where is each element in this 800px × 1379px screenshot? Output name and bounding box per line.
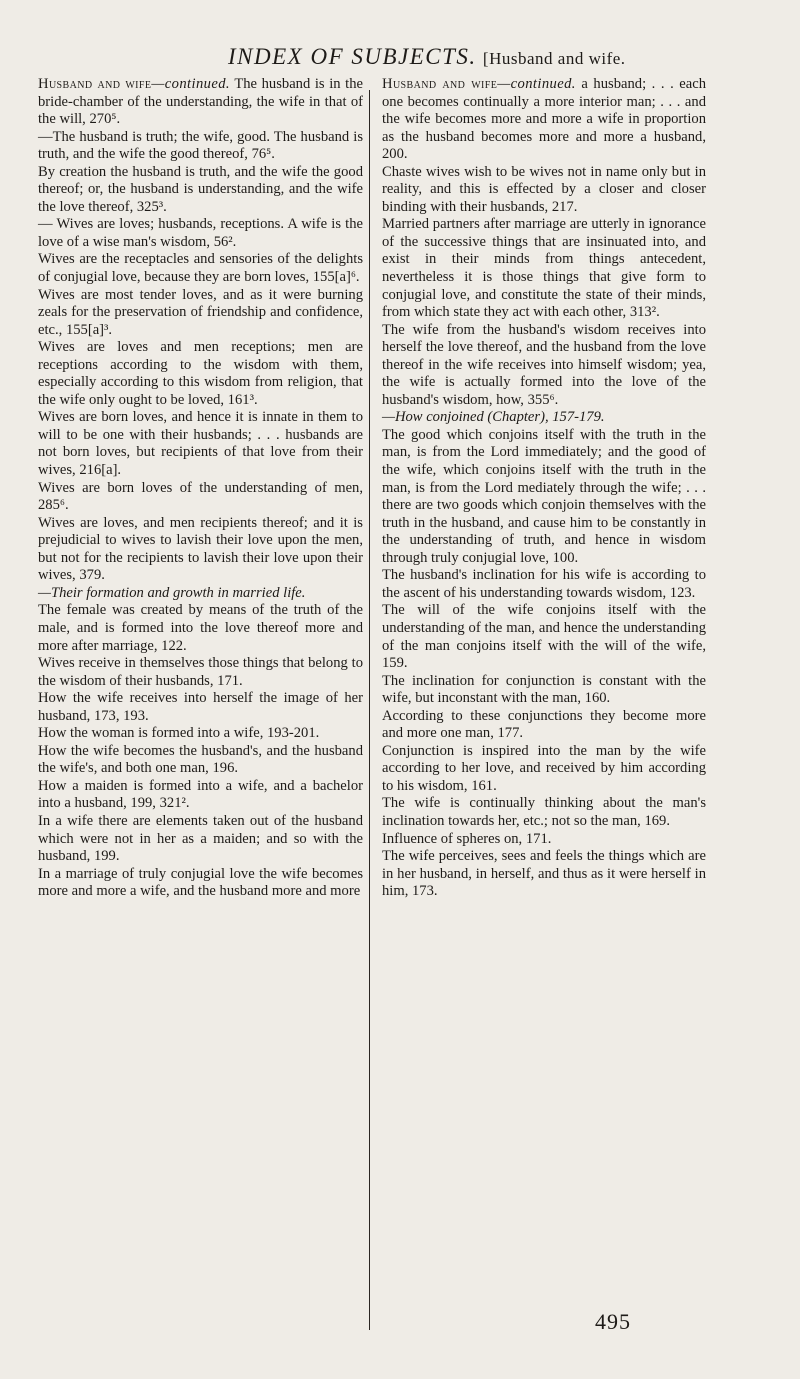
index-entry: In a wife there are elements taken out of the husband which were not in her as a maiden; and so with the husband, 199. — [38, 812, 363, 865]
index-entry: — Wives are loves; husbands, receptions. A wife is the love of a wise man's wisdom, 56². — [38, 216, 363, 250]
running-title: INDEX OF SUBJECTS. — [228, 44, 477, 69]
index-entry: Wives are most tender loves, and as it were burning zeals for the preservation of friendship and confidence, etc., 155[a]³. — [38, 286, 363, 338]
index-entry: The husband's inclination for his wife is according to the ascent of his understanding towards wisdom, 123. — [382, 567, 706, 601]
index-entry: The inclination for conjunction is constant with the wife, but inconstant with the man, 160. — [382, 672, 706, 707]
index-entry: The will of the wife conjoins itself with the understanding of the man, and hence the understanding of the man conjoins itself with the will of the wife, 159. — [382, 602, 706, 672]
index-entry: Conjunction is inspired into the man by the wife according to her love, and received by him according to his wisdom, 161. — [382, 742, 706, 794]
index-entry: According to these conjunctions they become more and more one man, 177. — [382, 707, 706, 742]
right-runhead: Husband and wife—continued. a husband; . . . each one becomes continually a more interior man; . . . and the wife becomes more and more a wife in proportion as the husband becomes more and more a husband, 200. — [382, 76, 706, 163]
index-entry: Wives are loves, and men recipients thereof; and it is prejudicial to wives to lavish their love upon the men, but not for the recipients to lavish their love upon their wives, 379. — [38, 514, 363, 584]
index-entry: Chaste wives wish to be wives not in name only but in reality, and this is effected by a closer and closer binding with their husbands, 217. — [382, 163, 706, 215]
index-entry: How a maiden is formed into a wife, and a bachelor into a husband, 199, 321². — [38, 777, 363, 812]
index-entry: The wife from the husband's wisdom receives into herself the love thereof, and the husband from the love thereof in the wife receives into himself wisdom; yea, the wife is actually formed into the love of the husband's wisdom, how, 355⁶. — [382, 321, 706, 408]
index-entry: Influence of spheres on, 171. — [382, 830, 552, 847]
index-entry: Married partners after marriage are utterly in ignorance of the successive things that are insinuated into, and exist in their minds from things antecedent, nevertheless it is those things that give form to conjugial love, and constitute the state of their minds, from which state they act with each other, 313². — [382, 216, 706, 321]
index-entry: Wives are born loves of the understanding of men, 285⁶. — [38, 479, 363, 514]
index-entry: The female was created by means of the truth of the male, and is formed into the love thereof more and more after marriage, 122. — [38, 602, 363, 654]
index-entry: By creation the husband is truth, and the wife the good thereof; or, the husband is understanding, and the wife the love thereof, 325³. — [38, 163, 363, 215]
left-column — [38, 76, 363, 901]
left-runhead: Husband and wife—continued. The husband is in the bride-chamber of the understanding, the wife in that of the will, 270⁵. — [38, 76, 364, 128]
page-header — [228, 44, 788, 70]
index-entry: How the wife receives into herself the image of her husband, 173, 193. — [38, 690, 363, 724]
index-entry: The wife is continually thinking about the man's inclination towards her, etc.; not so the man, 169. — [382, 795, 706, 829]
page-number: 495 — [595, 1309, 631, 1334]
index-subheading: —Their formation and growth in married life. — [38, 584, 306, 601]
index-entry: Wives are loves and men receptions; men are receptions according to the wisdom with them, especially according to this wisdom from religion, that the wife only ought to be loved, 161³. — [38, 339, 363, 408]
index-subheading: —How conjoined (Chapter), 157-179. — [382, 409, 605, 426]
index-entry: —The husband is truth; the wife, good. The husband is truth, and the wife the good thereof, 76⁵. — [38, 128, 363, 163]
index-entry: How the wife becomes the husband's, and the husband the wife's, and both one man, 196. — [38, 742, 363, 777]
index-entry: How the woman is formed into a wife, 193-201. — [38, 725, 320, 742]
column-divider — [369, 90, 370, 1330]
index-entry: Wives are born loves, and hence it is innate in them to will to be one with their husbands; . . . husbands are not born loves, but recipients of that love from their wives, 216[a]. — [38, 409, 363, 479]
index-entry: a husband; . . . each one becomes continually a more interior man; . . . and the wife becomes more and more a wife in proportion as the husband becomes more and more a husband, 200. — [382, 76, 706, 163]
index-entry: Wives are the receptacles and sensories of the delights of conjugial love, because they are born loves, 155[a]⁶. — [38, 251, 363, 286]
index-entry: The wife perceives, sees and feels the things which are in her husband, in herself, and thus as it were herself in him, 173. — [382, 848, 706, 900]
index-entry: The husband is in the bride-chamber of the understanding, the wife in that of the will, 270⁵. — [38, 76, 364, 128]
right-column — [382, 76, 706, 901]
index-entry: The good which conjoins itself with the truth in the man, is from the Lord immediately; and the good of the wife, which conjoins itself with the truth in the man, is from the Lord mediately through the wife; . . . there are two goods which conjoin themselves with the truth in the husband, and cause him to be constantly in the understanding of truth, and hence in wisdom through truly conjugial love, 100. — [382, 426, 706, 566]
index-entry: Wives receive in themselves those things that belong to the wisdom of their husbands, 171. — [38, 655, 363, 689]
section-label: [Husband and wife. — [482, 49, 626, 68]
index-entry: In a marriage of truly conjugial love the wife becomes more and more a wife, and the husband more and more — [38, 865, 363, 900]
